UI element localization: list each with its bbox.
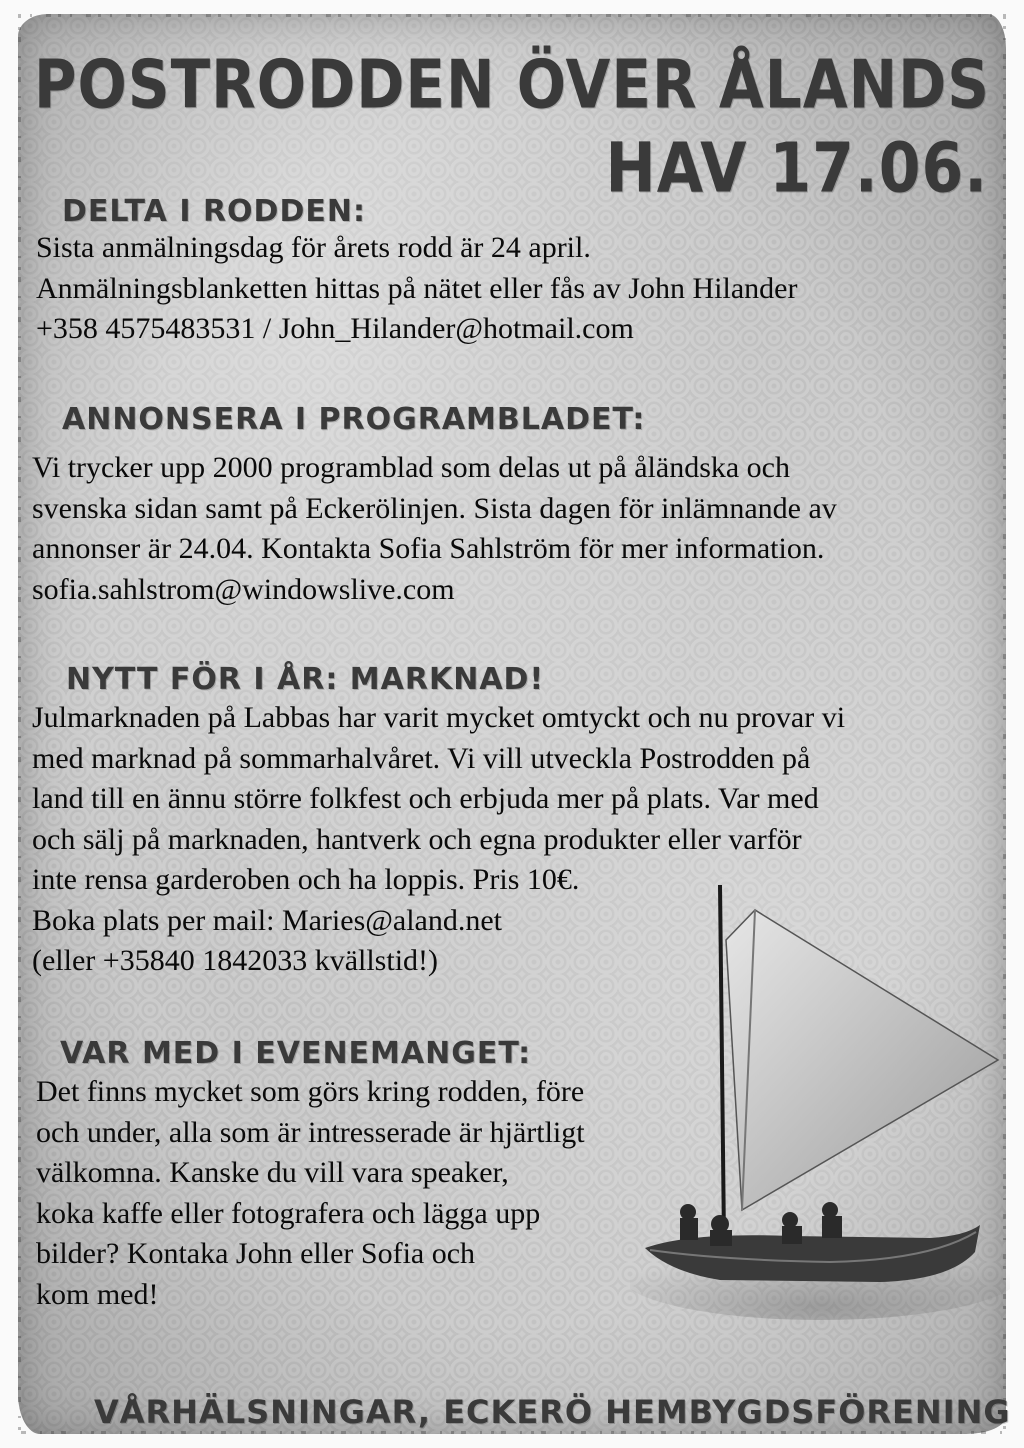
body-line: Sista anmälningsdag för årets rodd är 24 april. <box>36 231 591 264</box>
body-line: och under, alla som är intresserade är hjärtligt <box>36 1115 585 1149</box>
body-line: sofia.sahlstrom@windowslive.com <box>32 572 455 606</box>
body-line: Julmarknaden på Labbas har varit mycket omtyckt och nu provar vi <box>32 701 846 734</box>
section-heading-marknad: NYTT FÖR I ÅR: MARKNAD! <box>66 662 545 697</box>
section-body-annonsera <box>32 448 837 610</box>
sailboat-illustration <box>630 880 1010 1320</box>
section-heading-annonsera: ANNONSERA I PROGRAMBLADET: <box>62 402 646 437</box>
body-line: kom med! <box>36 1277 159 1311</box>
poster-title-line2: HAV 17.06. <box>605 128 988 209</box>
body-line: Anmälningsblanketten hittas på nätet eller fås av John Hilander <box>36 271 798 305</box>
body-line: annonser är 24.04. Kontakta Sofia Sahlström för mer information. <box>32 532 825 565</box>
body-line: med marknad på sommarhalvåret. Vi vill utveckla Postrodden på <box>32 741 811 775</box>
body-line: svenska sidan samt på Eckerölinjen. Sista dagen för inlämnande av <box>32 491 837 525</box>
body-line: koka kaffe eller fotografera och lägga upp <box>36 1196 541 1230</box>
body-line: inte rensa garderoben och ha loppis. Pris 10€. <box>32 863 580 896</box>
section-body-delta <box>36 228 797 350</box>
section-heading-delta: DELTA I RODDEN: <box>62 194 366 229</box>
body-line: och sälj på marknaden, hantverk och egna produkter eller varför <box>32 822 802 856</box>
body-line: Det finns mycket som görs kring rodden, före <box>36 1075 585 1108</box>
body-line: Vi trycker upp 2000 programblad som delas ut på åländska och <box>32 451 790 484</box>
body-line: Boka plats per mail: Maries@aland.net <box>32 903 502 937</box>
body-line: land till en ännu större folkfest och erbjuda mer på plats. Var med <box>32 782 819 815</box>
body-line: välkomna. Kanske du vill vara speaker, <box>36 1156 509 1189</box>
body-line: (eller +35840 1842033 kvällstid!) <box>32 944 439 977</box>
poster-title-line1: POSTRODDEN ÖVER ÅLANDS <box>34 45 991 124</box>
section-heading-evenemanget: VAR MED I EVENEMANGET: <box>60 1036 532 1071</box>
section-body-evenemanget <box>36 1072 585 1315</box>
body-line: +358 4575483531 / John_Hilander@hotmail.com <box>36 312 634 345</box>
body-line: bilder? Kontaka John eller Sofia och <box>36 1237 476 1270</box>
footer-greeting: VÅRHÄLSNINGAR, ECKERÖ HEMBYGDSFÖRENING <box>94 1393 1011 1431</box>
